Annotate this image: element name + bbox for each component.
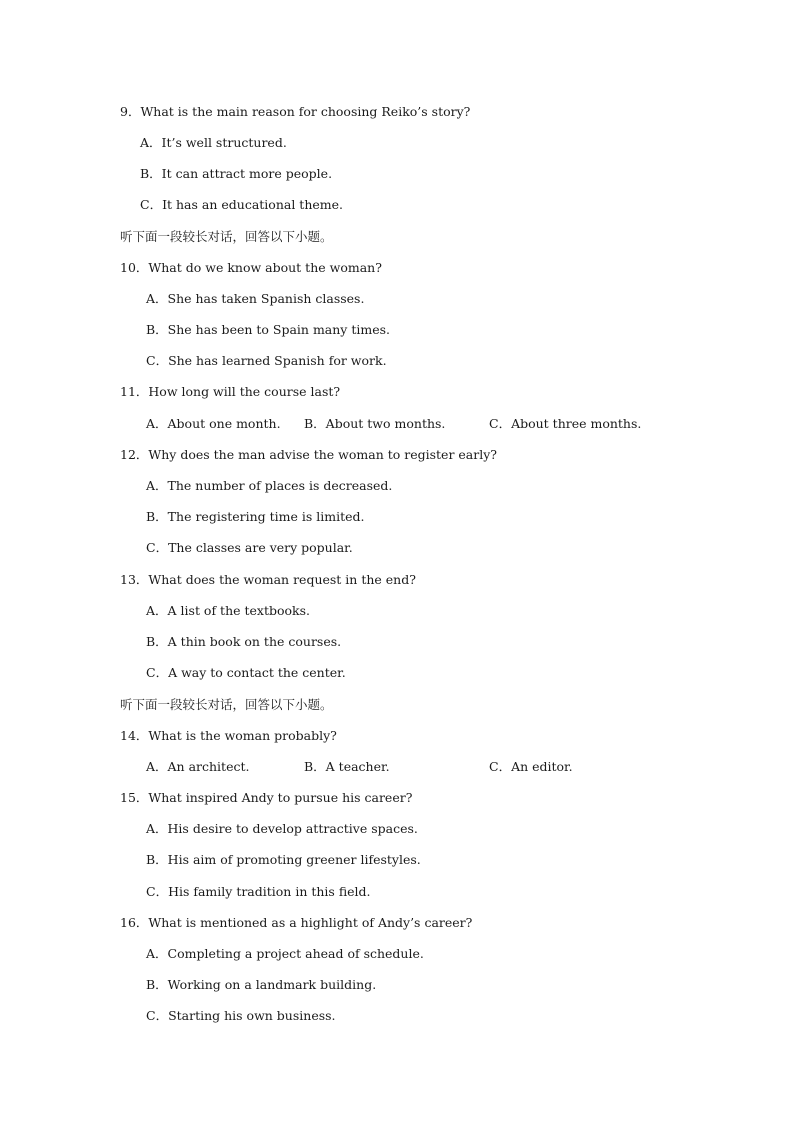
question-9-option-c: C．It has an educational theme.	[140, 197, 343, 212]
question-11-option-b: B．About two months.	[304, 416, 446, 431]
question-12-option-a: A．The number of places is decreased.	[146, 478, 393, 493]
question-15-option-c: C．His family tradition in this field.	[146, 884, 371, 899]
question-15-option-a: A．His desire to develop attractive spaces.	[146, 821, 418, 836]
question-13-stem: 13．What does the woman request in the end?	[120, 572, 416, 587]
question-16-option-a: A．Completing a project ahead of schedule.	[146, 946, 424, 961]
question-14-stem: 14．What is the woman probably?	[120, 728, 337, 743]
question-11-stem: 11．How long will the course last?	[120, 384, 341, 399]
question-9-stem: 9．What is the main reason for choosing Reiko’s story?	[120, 104, 471, 119]
question-10-option-b: B．She has been to Spain many times.	[146, 322, 390, 337]
question-12-option-c: C．The classes are very popular.	[146, 540, 353, 555]
question-15-stem: 15．What inspired Andy to pursue his career?	[120, 790, 413, 805]
question-16-stem: 16．What is mentioned as a highlight of Andy’s career?	[120, 915, 473, 930]
question-13-option-b: B．A thin book on the courses.	[146, 634, 342, 649]
question-10-option-c: C．She has learned Spanish for work.	[146, 353, 387, 368]
question-13-option-c: C．A way to contact the center.	[146, 665, 346, 680]
question-12-stem: 12．Why does the man advise the woman to register early?	[120, 447, 497, 462]
question-15-option-b: B．His aim of promoting greener lifestyles.	[146, 852, 421, 867]
question-13-option-a: A．A list of the textbooks.	[146, 603, 311, 618]
question-12-option-b: B．The registering time is limited.	[146, 509, 365, 524]
question-16-option-b: B．Working on a landmark building.	[146, 977, 377, 992]
question-11-option-c: C．About three months.	[489, 416, 642, 431]
question-11-option-a: A．About one month.	[146, 416, 281, 431]
question-9-option-b: B．It can attract more people.	[140, 166, 333, 181]
question-10-stem: 10．What do we know about the woman?	[120, 260, 382, 275]
question-14-option-c: C．An editor.	[489, 759, 573, 774]
question-14-option-a: A．An architect.	[146, 759, 250, 774]
section-instruction: 听下面一段较长对话，回答以下小题。	[120, 229, 333, 244]
question-16-option-c: C．Starting his own business.	[146, 1008, 336, 1023]
section-instruction: 听下面一段较长对话，回答以下小题。	[120, 697, 333, 712]
question-9-option-a: A．It’s well structured.	[140, 135, 287, 150]
question-10-option-a: A．She has taken Spanish classes.	[146, 291, 365, 306]
question-14-option-b: B．A teacher.	[304, 759, 390, 774]
